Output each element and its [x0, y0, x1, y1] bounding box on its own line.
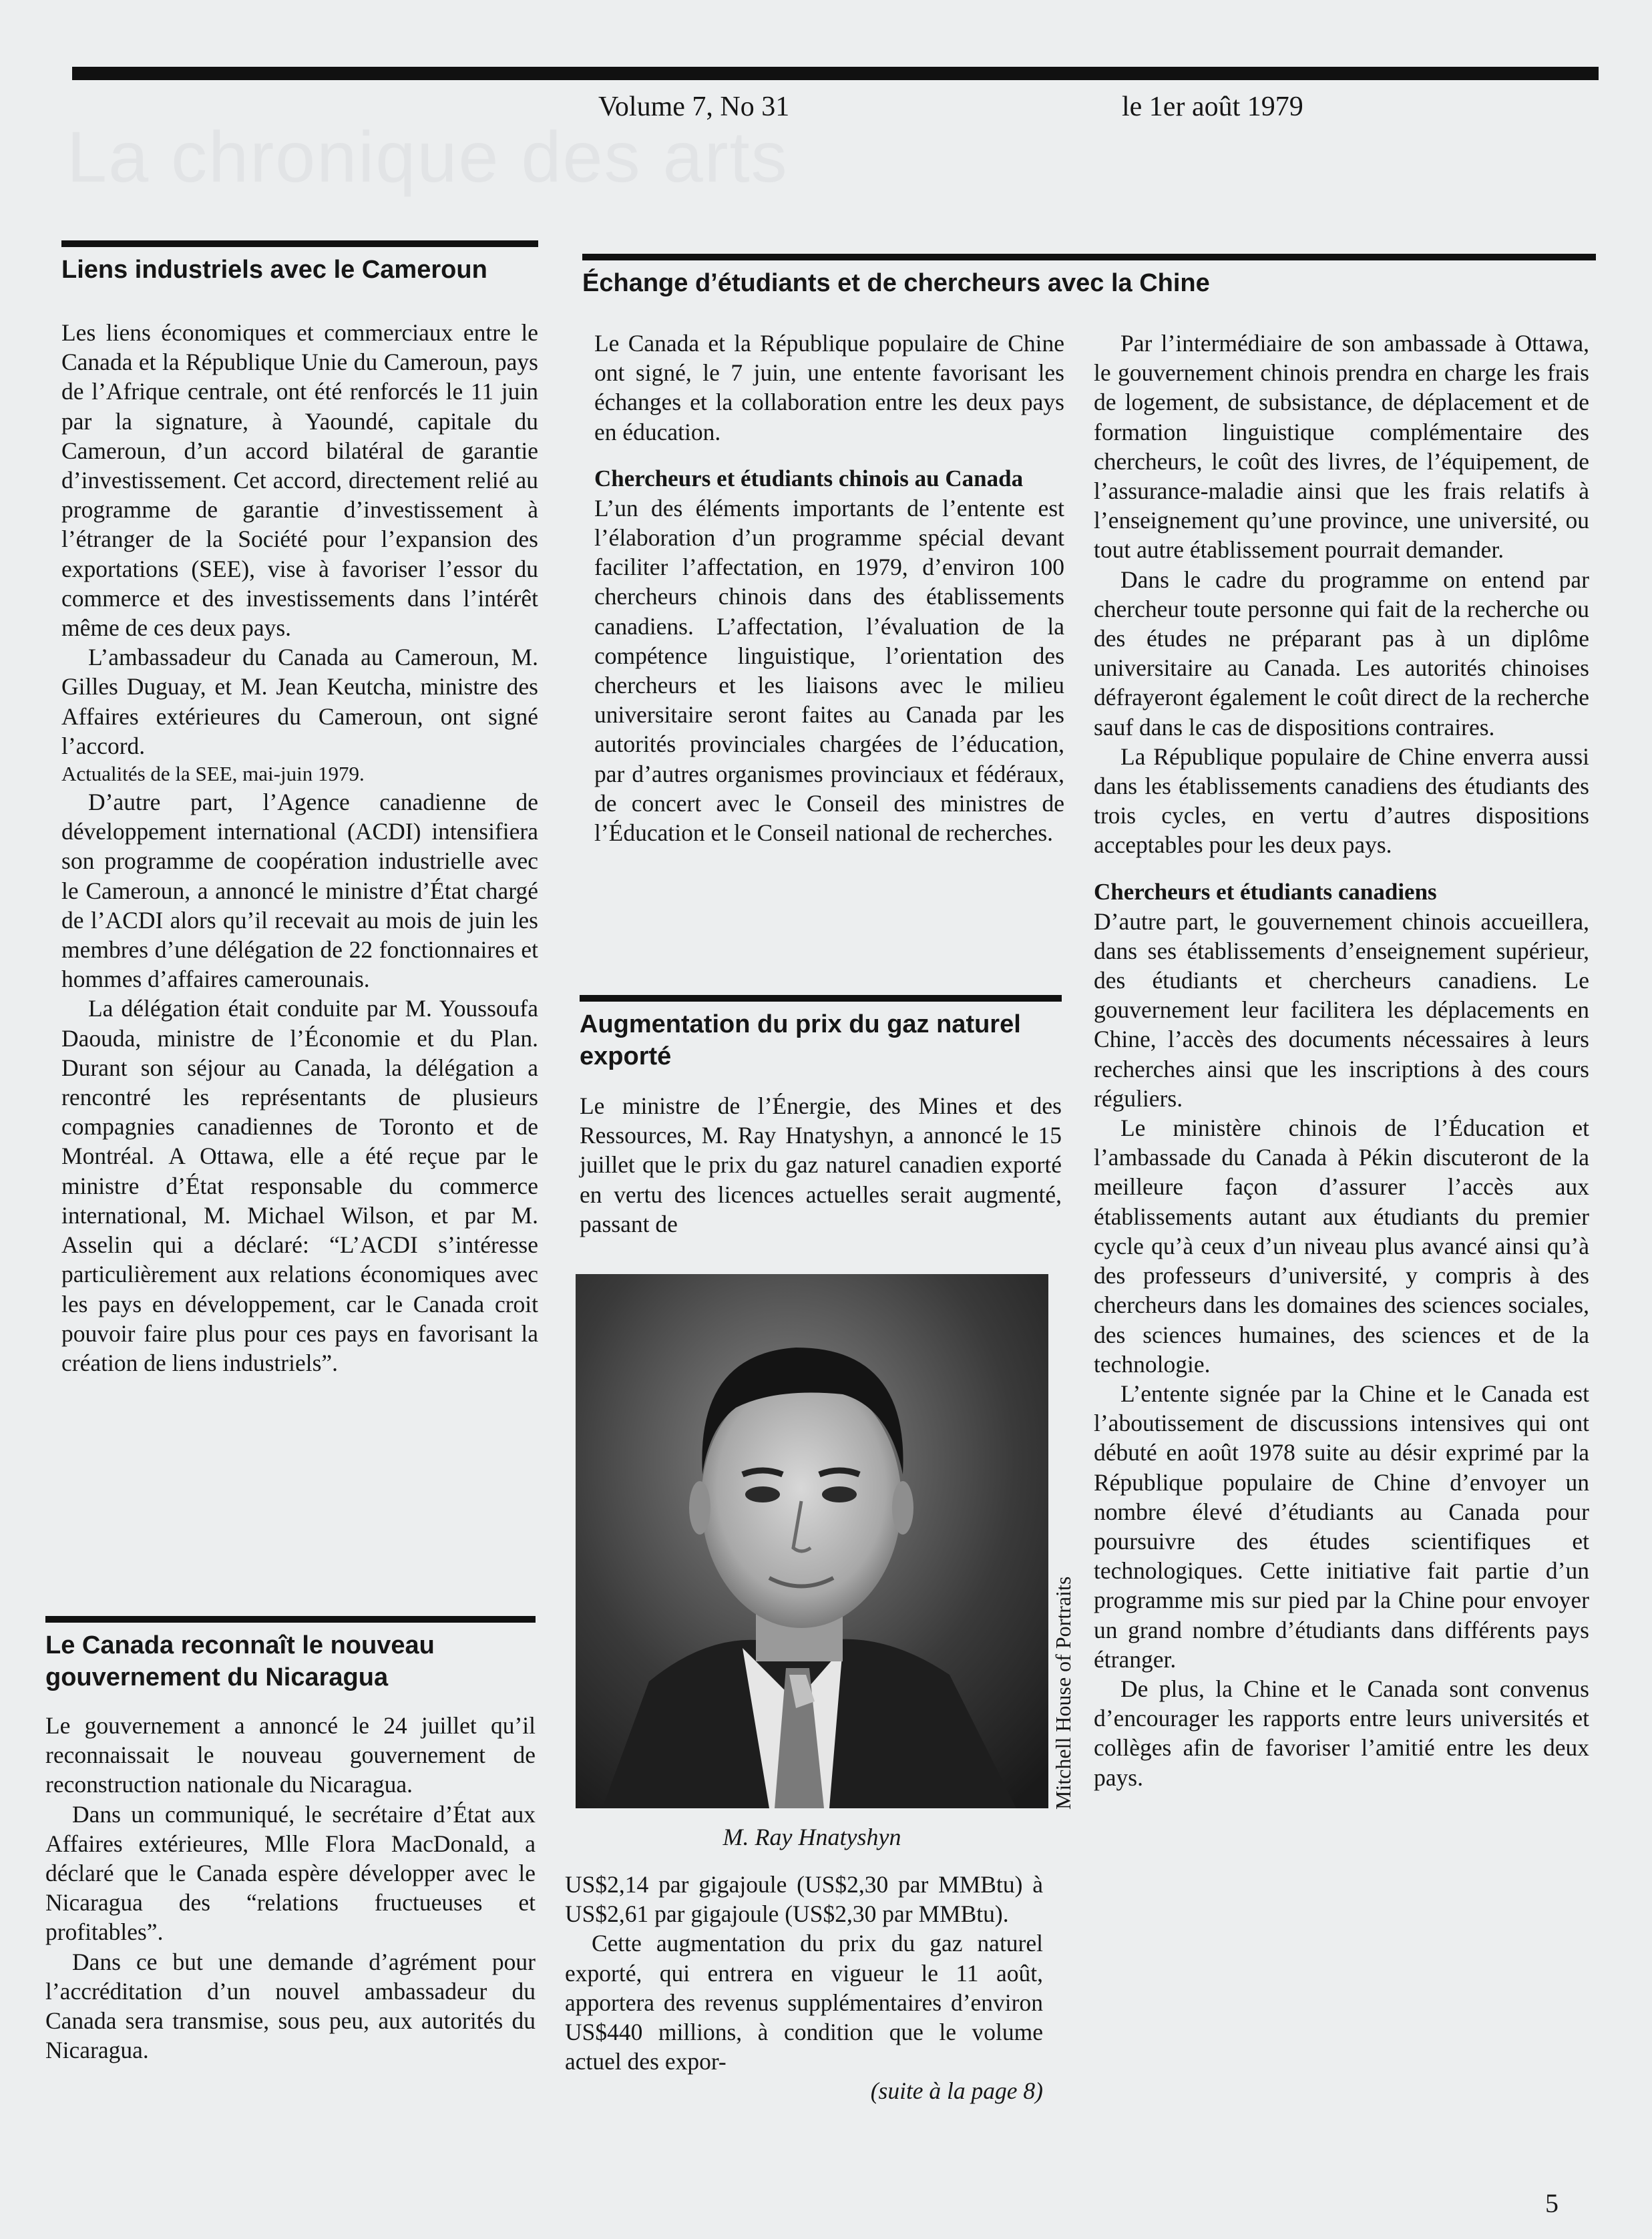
paragraph: Dans le cadre du programme on entend par chercheur toute personne qui fait de la recherche ou des études ne préparant pas à un diplôme universitaire au Canada. Les autorités chinoises défrayeront également le coût direct de la recherche sauf dans le cas de dispositions contraires.: [1094, 566, 1589, 741]
paragraph: D’autre part, l’Agence canadienne de développement international (ACDI) intensifiera son programme de coopération industrielle avec le Cameroun, a annoncé le ministre d’État chargé de l’ACDI alors qu’il recevait au mois de juin les membres d’une délégation de 22 fonctionnaires et hommes d’affaires camerounais.: [61, 789, 538, 993]
portrait-illustration: [576, 1274, 1048, 1808]
article-title: Le Canada reconnaît le nouveau gouvernement du Nicaragua: [45, 1631, 435, 1691]
article-body: [1094, 329, 1589, 1792]
paragraph: Le gouvernement a annoncé le 24 juillet qu’il reconnaissait le nouveau gouvernement de reconstruction nationale du Nicaragua.: [45, 1712, 536, 1798]
paragraph: Dans un communiqué, le secrétaire d’État aux Affaires extérieures, Mlle Flora MacDonald, a déclaré que le Canada espère développer avec le Nicaragua des “relations fructueuses et profitables”.: [45, 1800, 536, 1946]
paragraph: La République populaire de Chine enverra aussi dans les établissements canadiens des étudiants des trois cycles, en vertu d’autres dispositions acceptables pour les deux pays.: [1094, 743, 1589, 859]
issue-date: le 1er août 1979: [1122, 91, 1303, 122]
paragraph: Dans ce but une demande d’agrément pour l’accréditation d’un nouvel ambassadeur du Canada sera transmise, sous peu, aux autorités du Nicaragua.: [45, 1948, 536, 2064]
article-rule: [61, 240, 538, 247]
paragraph: L’un des éléments importants de l’entente est l’élaboration d’un programme spécial devant faciliter l’affectation, en 1979, d’environ 100 chercheurs chinois dans des établissements canadiens. L’affectation, l’évaluation de la compétence linguistique, l’orientation des chercheurs et les liaisons avec le milieu universitaire seront faites au Canada par les autorités provinciales chargées de l’éducation, par d’autres organismes provinciaux et fédéraux, de concert avec le Conseil des ministres de l’Éducation et le Conseil national de recherches.: [594, 494, 1064, 847]
paragraph: L’ambassadeur du Canada au Cameroun, M. Gilles Duguay, et M. Jean Keutcha, ministre des Affaires extérieures du Cameroun, ont signé l’accord.: [61, 644, 538, 759]
article-gas-price: [580, 995, 1062, 1239]
article-body: [594, 329, 1064, 847]
article-rule: [45, 1616, 536, 1623]
subheading: Chercheurs et étudiants canadiens: [1094, 878, 1437, 905]
article-gas-price-continued: [565, 1870, 1043, 2106]
paragraph: Cette augmentation du prix du gaz naturel exporté, qui entrera en vigueur le 11 août, apportera des revenus supplémentaires d’environ US$440 millions, à condition que le volume actuel des expor-: [565, 1930, 1043, 2075]
paragraph: Le Canada et la République populaire de Chine ont signé, le 7 juin, une entente favorisant les échanges et la collaboration entre les deux pays en éducation.: [594, 330, 1064, 445]
article-body: [580, 1091, 1062, 1239]
article-title: Liens industriels avec le Cameroun: [61, 256, 487, 284]
column-middle: [594, 329, 1064, 847]
article-title: Échange d’étudiants et de chercheurs avec la Chine: [582, 269, 1210, 297]
paragraph: La délégation était conduite par M. Youssoufa Daouda, ministre de l’Économie et du Plan. Durant son séjour au Canada, la délégation a rencontré les représentants de plusieurs compagnies canadiennes de Toronto et de Montréal. A Ottawa, elle a été reçue par le ministre d’État responsable du commerce international, M. Michael Wilson, et par M. Asselin qui a déclaré: “L’ACDI s’intéresse particulièrement aux relations économiques avec les pays en développement, car le Canada croit pouvoir faire plus pour ces pays en favorisant la création de liens industriels”.: [61, 995, 538, 1376]
volume-number: Volume 7, No 31: [598, 91, 790, 122]
photo-credit: Mitchell House of Portraits: [1051, 1576, 1075, 1810]
article-rule: [580, 995, 1062, 1002]
article-title: Augmentation du prix du gaz naturel exporté: [580, 1010, 1021, 1070]
source-note: Actualités de la SEE, mai-juin 1979.: [61, 762, 365, 786]
article-body: [61, 318, 538, 1378]
bleed-through-text: La chronique des arts: [67, 116, 789, 197]
article-china-header: [582, 254, 1596, 299]
masthead-rule: [72, 67, 1599, 80]
paragraph: Le ministère chinois de l’Éducation et l’ambassade du Canada à Pékin discuteront de la meilleure façon d’assurer l’accès aux établissements autant aux étudiants du premier cycle qu’à ceux d’un niveau plus avancé ainsi qu’à des professeurs d’université, y compris à des chercheurs dans les domaines des sciences sociales, des sciences humaines, des sciences et de la technologie.: [1094, 1114, 1589, 1378]
paragraph: De plus, la Chine et le Canada sont convenus d’encourager les rapports entre leurs universités et collèges afin de favoriser l’amitié entre les deux pays.: [1094, 1675, 1589, 1791]
paragraph: US$2,14 par gigajoule (US$2,30 par MMBtu) à US$2,61 par gigajoule (US$2,30 par MMBtu).: [565, 1871, 1043, 1928]
continuation-note: (suite à la page 8): [870, 2077, 1043, 2105]
article-rule: [582, 254, 1596, 260]
article-body: [45, 1711, 536, 2065]
page-number: 5: [1545, 2188, 1559, 2218]
article-nicaragua: [45, 1616, 536, 2065]
paragraph: Par l’intermédiaire de son ambassade à Ottawa, le gouvernement chinois prendra en charge les frais de logement, de subsistance, de déplacement et de formation linguistique complémentaire des chercheurs, le coût des livres, de l’équipement, de l’assurance-maladie ainsi que les frais relatifs à l’enseignement qu’une province, une université, ou tout autre établissement pourrait demander.: [1094, 330, 1589, 564]
article-body: [565, 1870, 1043, 2106]
portrait-photo: [576, 1274, 1048, 1808]
paragraph: D’autre part, le gouvernement chinois accueillera, dans ses établissements d’enseignement supérieur, des étudiants et chercheurs canadiens. Le gouvernement leur facilitera les déplacements en Chine, l’accès des documents nécessaires à leurs recherches ainsi que les inscriptions à des cours réguliers.: [1094, 907, 1589, 1112]
paragraph: Le ministre de l’Énergie, des Mines et des Ressources, M. Ray Hnatyshyn, a annoncé le 15 juillet que le prix du gaz naturel canadien exporté en vertu des licences actuelles serait augmenté, passant de: [580, 1092, 1062, 1237]
paragraph: Les liens économiques et commerciaux entre le Canada et la République Unie du Cameroun, pays de l’Afrique centrale, ont été renforcés le 11 juin par la signature, à Yaoundé, capitale du Cameroun, d’un accord bilatéral de garantie d’investissement. Cet accord, directement relié au programme de garantie d’investissement à l’étranger de la Société pour l’expansion des exportations (SEE), vise à favoriser l’essor du commerce et des investissements dans l’intérêt même de ces deux pays.: [61, 319, 538, 642]
column-left: [61, 240, 538, 1378]
paragraph: L’entente signée par la Chine et le Canada est l’aboutissement de discussions intensives qui ont débuté en août 1978 suite au désir exprimé par la République populaire de Chine d’envoyer un nombre élevé d’étudiants au Canada pour poursuivre des études scientifiques et technologiques. Cette initiative fait partie d’un programme mis sur pied par la Chine pour envoyer un grand nombre d’étudiants dans différents pays étranger.: [1094, 1380, 1589, 1673]
subheading: Chercheurs et étudiants chinois au Canada: [594, 465, 1024, 491]
photo-caption: M. Ray Hnatyshyn: [722, 1824, 901, 1850]
column-right: [1094, 329, 1589, 1792]
